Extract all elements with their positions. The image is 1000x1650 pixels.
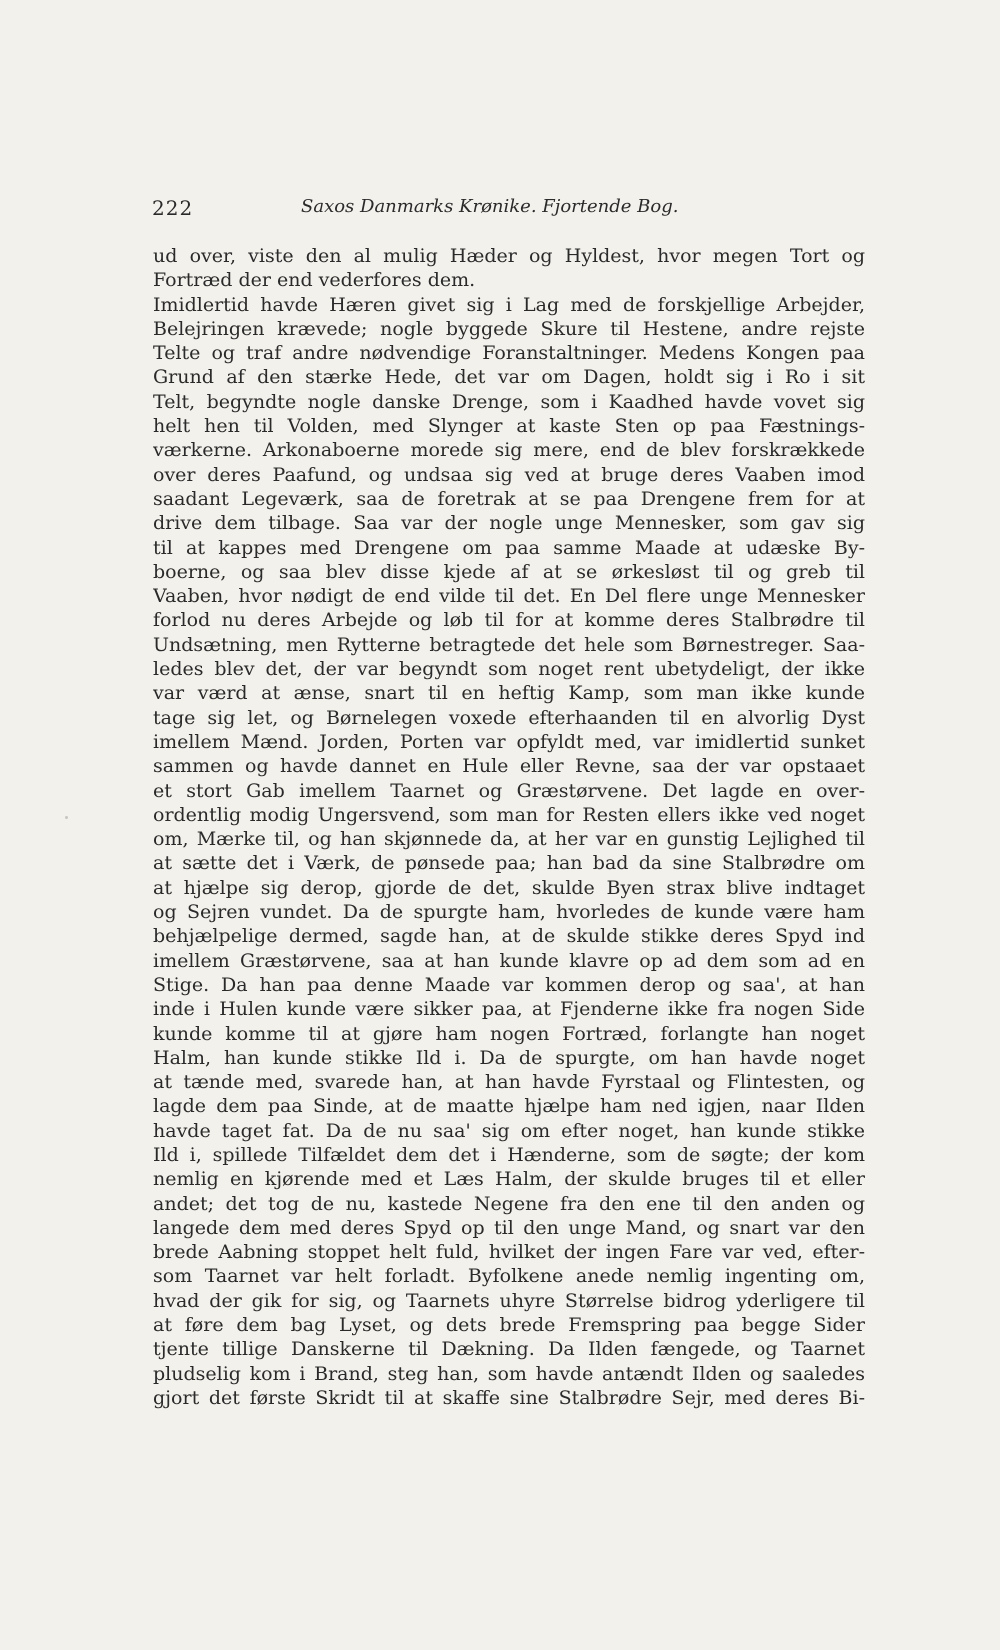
text-line: nemlig en kjørende med et Læs Halm, der skulde bruges til et eller	[153, 1168, 865, 1191]
text-line: Fortræd der end vederfores dem.	[153, 269, 476, 292]
text-line: boerne, og saa blev disse kjede af at se ørkesløst til og greb til	[153, 560, 865, 583]
text-line: Telte og traf andre nødvendige Foranstaltninger. Medens Kongen paa	[153, 342, 865, 365]
text-line: at føre dem bag Lyset, og dets brede Fremspring paa begge Sider	[153, 1314, 865, 1337]
text-line: ledes blev det, der var begyndt som noget rent ubetydeligt, der ikke	[153, 658, 865, 681]
text-line: at tænde med, svarede han, at han havde Fyrstaal og Flintesten, og	[153, 1071, 865, 1094]
text-line: som Taarnet var helt forladt. Byfolkene anede nemlig ingenting om,	[153, 1265, 865, 1288]
body-text	[153, 244, 865, 1410]
text-line: et stort Gab imellem Taarnet og Græstørvene. Det lagde en over-	[153, 779, 865, 802]
text-line: Grund af den stærke Hede, det var om Dagen, holdt sig i Ro i sit	[153, 366, 865, 389]
text-line: Ild i, spillede Tilfældet dem det i Hænderne, som de søgte; der kom	[153, 1143, 865, 1166]
text-line: var værd at ænse, snart til en heftig Kamp, som man ikke kunde	[153, 682, 865, 705]
text-line: tage sig let, og Børnelegen voxede efterhaanden til en alvorlig Dyst	[153, 706, 865, 729]
text-line: imellem Græstørvene, saa at han kunde klavre op ad dem som ad en	[153, 949, 865, 972]
text-line: pludselig kom i Brand, steg han, som havde antændt Ilden og saaledes	[153, 1362, 865, 1385]
text-line: imellem Mænd. Jorden, Porten var opfyldt med, var imidlertid sunket	[153, 730, 865, 753]
text-line: værkerne. Arkonaboerne morede sig mere, end de blev forskrækkede	[153, 439, 865, 462]
text-line: helt hen til Volden, med Slynger at kaste Sten op paa Fæstnings-	[153, 415, 865, 438]
text-line: og Sejren vundet. Da de spurgte ham, hvorledes de kunde være ham	[153, 901, 865, 924]
text-line: Vaaben, hvor nødigt de end vilde til det. En Del flere unge Mennesker	[153, 585, 865, 608]
running-head	[152, 196, 872, 226]
text-line: til at kappes med Drengene om paa samme Maade at udæske By-	[153, 536, 865, 559]
text-line: at hjælpe sig derop, gjorde de det, skulde Byen strax blive indtaget	[153, 876, 865, 899]
text-line: drive dem tilbage. Saa var der nogle unge Mennesker, som gav sig	[153, 512, 865, 535]
text-line: langede dem med deres Spyd op til den unge Mand, og snart var den	[153, 1216, 865, 1239]
text-line: om, Mærke til, og han skjønnede da, at her var en gunstig Lejlighed til	[153, 828, 865, 851]
text-line: gjort det første Skridt til at skaffe sine Stalbrødre Sejr, med deres Bi-	[153, 1386, 865, 1409]
text-line: Undsætning, men Rytterne betragtede det hele som Børnestreger. Saa-	[153, 633, 865, 656]
text-line: Imidlertid havde Hæren givet sig i Lag med de forskjellige Arbejder,	[153, 293, 865, 316]
text-line: over deres Paafund, og undsaa sig ved at bruge deres Vaaben imod	[153, 463, 865, 486]
text-line: sammen og havde dannet en Hule eller Revne, saa der var opstaaet	[153, 755, 865, 778]
text-line: Telt, begyndte nogle danske Drenge, som i Kaadhed havde vovet sig	[153, 390, 865, 413]
text-line: behjælpelige dermed, sagde han, at de skulde stikke deres Spyd ind	[153, 925, 865, 948]
text-line: havde taget fat. Da de nu saa' sig om efter noget, han kunde stikke	[153, 1119, 865, 1142]
text-line: forlod nu deres Arbejde og løb til for at komme deres Stalbrødre til	[153, 609, 865, 632]
text-line: lagde dem paa Sinde, at de maatte hjælpe ham ned igjen, naar Ilden	[153, 1095, 865, 1118]
text-line: tjente tillige Danskerne til Dækning. Da Ilden fængede, og Taarnet	[153, 1338, 865, 1361]
text-line: kunde komme til at gjøre ham nogen Fortræd, forlangte han noget	[153, 1022, 865, 1045]
text-line: Stige. Da han paa denne Maade var kommen derop og saa', at han	[153, 973, 865, 996]
text-line: saadant Legeværk, saa de foretrak at se paa Drengene frem for at	[153, 487, 865, 510]
text-line: Belejringen krævede; nogle byggede Skure til Hestene, andre rejste	[153, 317, 865, 340]
text-line: at sætte det i Værk, de pønsede paa; han bad da sine Stalbrødre om	[153, 852, 865, 875]
text-line: andet; det tog de nu, kastede Negene fra den ene til den anden og	[153, 1192, 865, 1215]
text-line: ud over, viste den al mulig Hæder og Hyldest, hvor megen Tort og	[153, 245, 865, 267]
text-line: brede Aabning stoppet helt fuld, hvilket der ingen Fare var ved, efter-	[153, 1241, 865, 1264]
text-line: ordentlig modig Ungersvend, som man for Resten ellers ikke ved noget	[153, 803, 865, 826]
text-line: inde i Hulen kunde være sikker paa, at Fjenderne ikke fra nogen Side	[153, 998, 865, 1021]
running-title: Saxos Danmarks Krønike. Fjortende Bog.	[301, 196, 679, 217]
text-line: Halm, han kunde stikke Ild i. Da de spurgte, om han havde noget	[153, 1046, 865, 1069]
text-line: hvad der gik for sig, og Taarnets uhyre Størrelse bidrog yderligere til	[153, 1289, 865, 1312]
paper-speck	[65, 816, 68, 819]
page-number: 222	[152, 196, 194, 220]
